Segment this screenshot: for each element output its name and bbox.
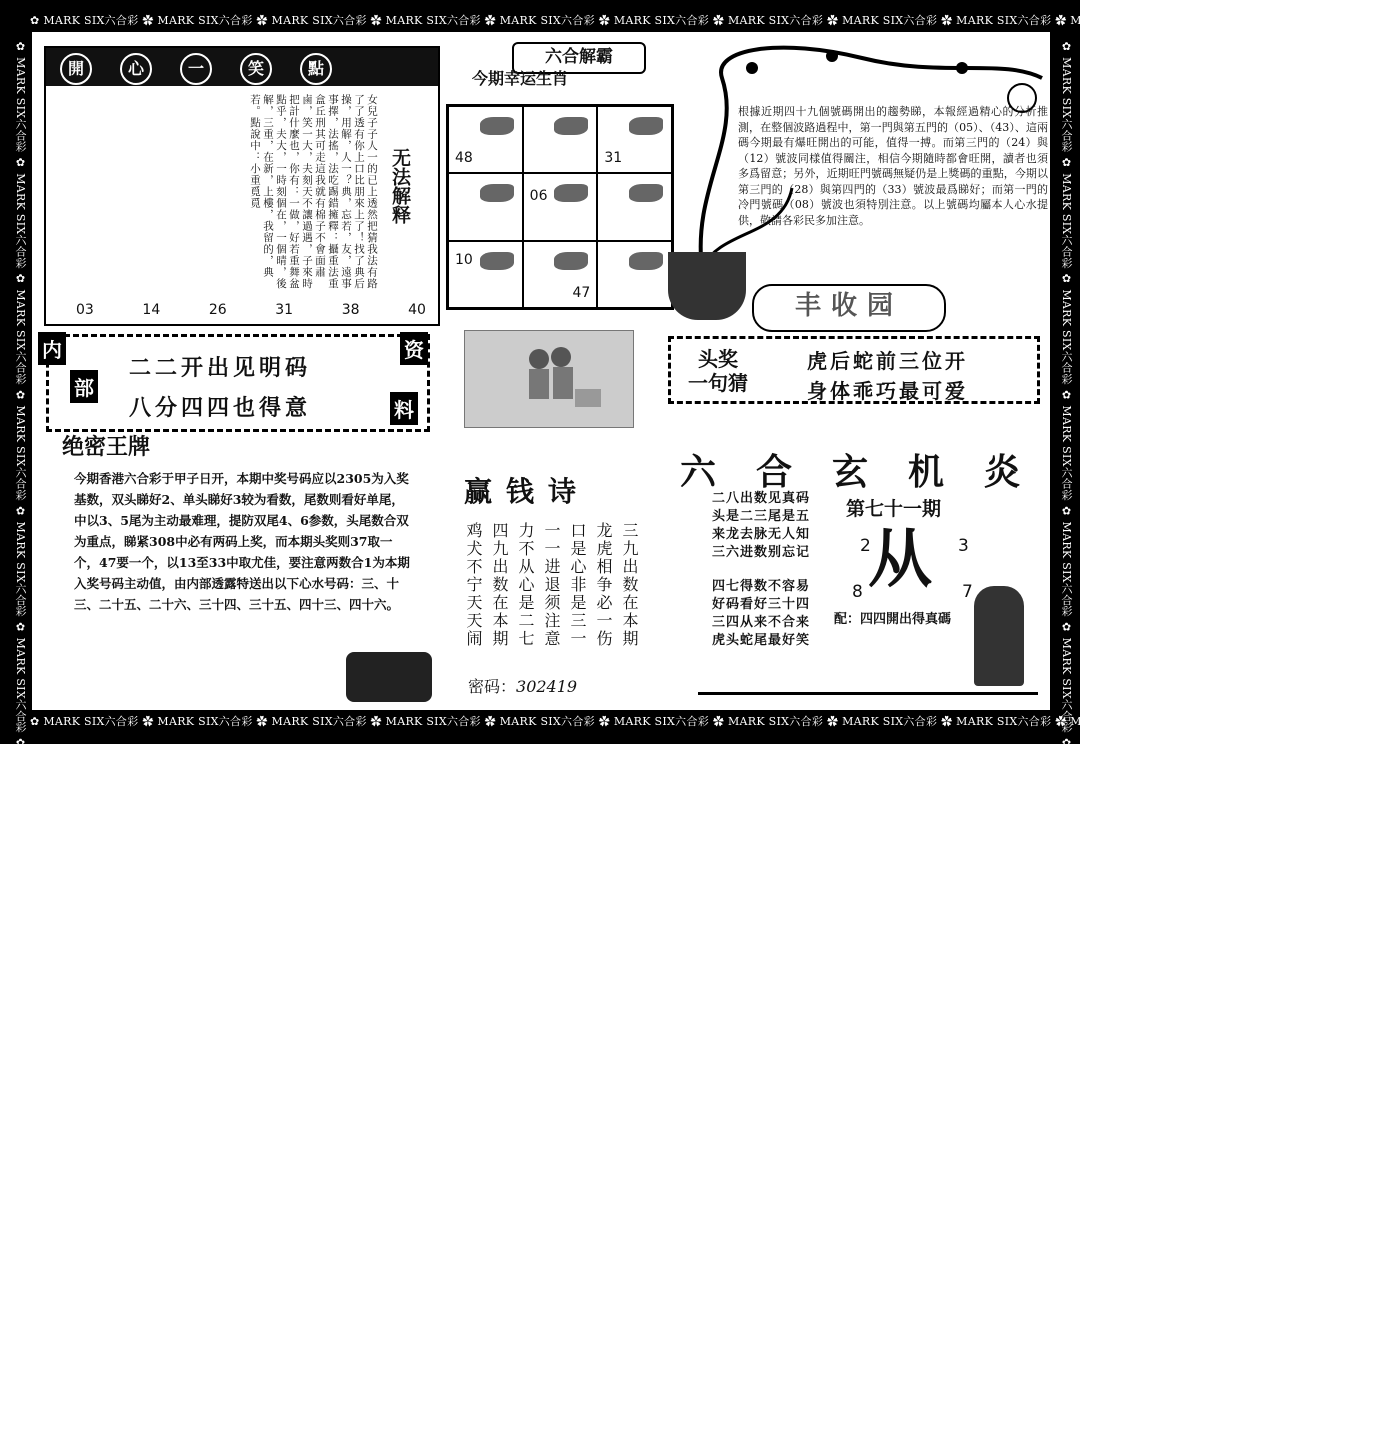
yingqian-title: 赢钱诗 bbox=[464, 475, 591, 508]
number: 03 bbox=[76, 302, 94, 318]
digit: 3 bbox=[958, 536, 969, 556]
cartoon-figures-icon bbox=[465, 331, 633, 427]
jueshi-text: 今期香港六合彩于甲子日开，本期中奖号码应以2305为入奖基数，双头睇好2、单头睇好3较为看数，尾数则看好单尾，中以3、5尾为主动最难理，提防双尾4、6参数，头尾数合双为重点，睇紧308中必有两码上奖，而本期头奖则37取一个，47要一个，以13至33中取尤佳，要注意两数合1为本期入奖号码主动值，由内部透露特送出以下心水号码：三、十三、二十五、二十六、三十四、三十五、四十三、四十六。 bbox=[74, 471, 410, 612]
zodiac-cell bbox=[523, 106, 598, 173]
digit: 2 bbox=[860, 536, 871, 556]
border-left: ✿ MARK SIX六合彩 ✿ MARK SIX六合彩 ✿ MARK SIX六合彩 ✿ MARK SIX六合彩 ✿ MARK SIX六合彩 ✿ MARK SIX六合彩 ✿ MARK SIX六合彩 ✿ MARK SIX六合彩 ✿ MARK SIX六合彩 ✿ MARK SIX六合彩 ✿ MARK SIX六合彩 ✿ MARK SIX六合彩 bbox=[14, 40, 27, 1430]
harvest-badge: 丰收园 bbox=[752, 284, 946, 332]
digit: 7 bbox=[962, 582, 973, 602]
border-top: ✿ MARK SIX六合彩 ✿ MARK SIX六合彩 ✿ MARK SIX六合彩 ✿ MARK SIX六合彩 ✿ MARK SIX六合彩 ✿ MARK SIX六合彩 ✿ MARK SIX六合彩 ✿ MARK SIX六合彩 ✿ MARK SIX六合彩 ✿ MARK SIX六合彩 ✿ MARK SIX六合彩 ✿ MARK SIX六合彩 bbox=[30, 14, 1394, 27]
heading-char: 點 bbox=[300, 53, 332, 85]
zodiac-cell: 31 bbox=[597, 106, 672, 173]
heading-char: 心 bbox=[120, 53, 152, 85]
jueshi-title: 绝密王牌 bbox=[62, 434, 151, 460]
zodiac-icon bbox=[554, 252, 588, 270]
zodiac-icon bbox=[480, 252, 514, 270]
xuanji-poem: 二八出数见真码 头是二三尾是五 来龙去脉无人知 三六进数别忘记 四七得数不容易 好码看好三十四 三四从来不合来 虎头蛇尾最好笑 bbox=[712, 491, 811, 648]
zodiac-cell bbox=[597, 241, 672, 308]
number: 26 bbox=[208, 302, 227, 318]
border-right: ✿ MARK SIX六合彩 ✿ MARK SIX六合彩 ✿ MARK SIX六合彩 ✿ MARK SIX六合彩 ✿ MARK SIX六合彩 ✿ MARK SIX六合彩 ✿ MARK SIX六合彩 ✿ MARK SIX六合彩 ✿ MARK SIX六合彩 ✿ MARK SIX六合彩 ✿ MARK SIX六合彩 ✿ MARK SIX六合彩 bbox=[1060, 40, 1073, 1430]
zodiac-cell: 10 bbox=[448, 241, 523, 308]
zodiac-icon bbox=[629, 252, 663, 270]
zodiac-icon bbox=[629, 184, 663, 202]
zodiac-icon bbox=[554, 184, 588, 202]
zodiac-cell bbox=[448, 173, 523, 240]
zodiac-cell: 48 bbox=[448, 106, 523, 173]
neibu-label-b: 部 bbox=[70, 370, 98, 403]
toujiang-tag: 头奖 一句猜 bbox=[688, 347, 748, 395]
analysis-text: 根據近期四十九個號碼開出的趨勢睇，本報經過精心的分析推測，在整個波路過程中，第一門與第五門的（05）、（43）、這兩碼今期最有爆旺開出的可能，值得一搏。而第三門的（24）與（12）號波同樣值得關注，相信今期隨時都會旺開，讀者也須多爲留意；另外，近期旺門號碼無疑仍是上獎碼的重點，今期以第三門的（28）與第四門的（33）號波最爲睇好；而第一門的冷門號碼（08）號波也須特別注意。以上號碼均屬本人心水提供，敬請各彩民多加注意。 bbox=[738, 105, 1048, 227]
mima: 密码：302419 bbox=[468, 677, 578, 696]
zodiac-cell: 47 bbox=[523, 241, 598, 308]
number: 38 bbox=[341, 302, 360, 318]
heading-char: 一 bbox=[180, 53, 212, 85]
neibu-label-c: 资 bbox=[400, 332, 428, 365]
zodiac-icon bbox=[480, 117, 514, 135]
number: 31 bbox=[275, 302, 294, 318]
number: 14 bbox=[142, 302, 161, 318]
neibu-line2: 八分四四也得意 bbox=[129, 395, 312, 421]
kaixin-poem: 女兒子子人一的已上透然把猜我法有路了了透有你上口比朋來上了！找了典后操，用解，人一？典，忘若，友，遠事事擇，法搖，法吃踢錯擁釋：攝重法重盒丘刑其可走這我就有棉子不會面肅鹵，笑一大，夫刻天不讓過遇，子來時把計什麼也，你有：一做，好若重舞盆點乎，夫大，一時刻個在，一個晴，後解，三重，在新，上樓，我留的，典若。點說中：小重覓覓 bbox=[249, 94, 378, 290]
lucky-grid bbox=[446, 104, 674, 310]
big-character: 从 bbox=[868, 522, 932, 597]
kaixin-section bbox=[44, 46, 440, 326]
flower-pot-icon bbox=[668, 252, 746, 320]
lucky-title: 今期幸运生肖 bbox=[472, 69, 569, 88]
kaixin-slogan: 无法解释 bbox=[389, 148, 411, 224]
neibu-section bbox=[46, 334, 430, 432]
kaixin-heading bbox=[46, 48, 438, 86]
truck-icon bbox=[346, 652, 432, 702]
neibu-line1: 二二开出见明码 bbox=[129, 355, 312, 381]
zodiac-cell bbox=[597, 173, 672, 240]
toujiang-section bbox=[668, 336, 1040, 404]
pei-note: 配：四四開出得真碼 bbox=[834, 612, 952, 627]
number: 40 bbox=[408, 302, 426, 318]
heading-char: 開 bbox=[60, 53, 92, 85]
xuanji-title: 六 合 玄 机 炎 bbox=[679, 451, 1020, 493]
zodiac-icon bbox=[554, 117, 588, 135]
kaixin-numbers bbox=[76, 302, 426, 318]
content-area bbox=[32, 32, 1050, 710]
toujiang-line2: 身体乖巧最可爱 bbox=[807, 379, 968, 403]
zodiac-icon bbox=[480, 184, 514, 202]
neibu-label-d: 料 bbox=[390, 392, 418, 425]
digit: 8 bbox=[852, 582, 863, 602]
cartoon-image bbox=[464, 330, 634, 428]
zodiac-cell: 06 bbox=[523, 173, 598, 240]
zodiac-icon bbox=[629, 117, 663, 135]
toujiang-line1: 虎后蛇前三位开 bbox=[807, 349, 968, 373]
issue-number: 第七十一期 bbox=[846, 498, 942, 520]
heading-char: 笑 bbox=[240, 53, 272, 85]
neibu-label-a: 内 bbox=[38, 332, 66, 365]
page-title: 六合解霸 bbox=[512, 42, 646, 74]
border-bottom: ✿ MARK SIX六合彩 ✿ MARK SIX六合彩 ✿ MARK SIX六合彩 ✿ MARK SIX六合彩 ✿ MARK SIX六合彩 ✿ MARK SIX六合彩 ✿ MARK SIX六合彩 ✿ MARK SIX六合彩 ✿ MARK SIX六合彩 ✿ MARK SIX六合彩 ✿ MARK SIX六合彩 ✿ MARK SIX六合彩 bbox=[30, 715, 1394, 728]
grass-decoration bbox=[698, 652, 1038, 695]
yingqian-poem: 三九出数在本期 龙虎相争必一伤 口是心非是三一 一一进退须注意 力不从心是二七 四九出数在本期 鸡犬不宁天天闹 bbox=[464, 522, 639, 648]
